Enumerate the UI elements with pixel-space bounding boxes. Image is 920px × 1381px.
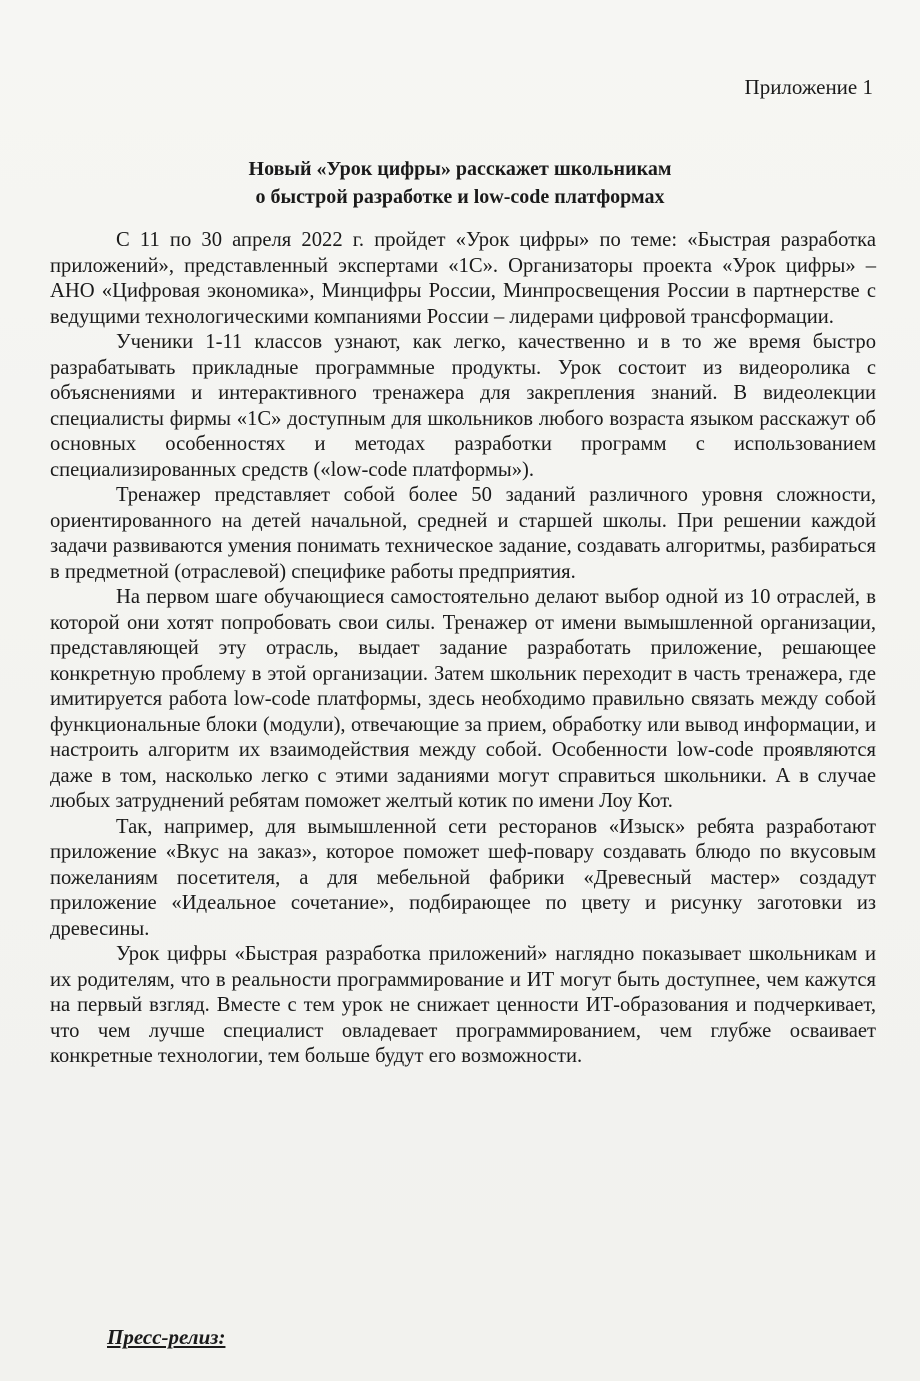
document-title [0,155,920,211]
paragraph: Так, например, для вымышленной сети ресторанов «Изыск» ребята разработают приложение «Вкус на заказ», которое поможет шеф-повару создавать блюдо по вкусовым пожеланиям посетителя, а для мебельной фабрики «Древесный мастер» создадут приложение «Идеальное сочетание», подбирающее по цвету и рисунку заготовки из древесины. [50,815,876,940]
appendix-label: Приложение 1 [744,75,873,99]
paragraph: Урок цифры «Быстрая разработка приложений» наглядно показывает школьникам и их родителям, что в реальности программирование и ИТ могут быть доступнее, чем кажутся на первый взгляд. Вместе с тем урок не снижает ценности ИТ-образования и подчеркивает, что чем лучше специалист овладевает программированием, чем глубже осваивает конкретные технологии, тем больше будут его возможности. [50,943,876,1067]
title-line-1: Новый «Урок цифры» расскажет школьникам [248,158,672,180]
paragraph: С 11 по 30 апреля 2022 г. пройдет «Урок цифры» по теме: «Быстрая разработка приложений», представленный экспертами «1С». Организаторы проекта «Урок цифры» – АНО «Цифровая экономика», Минцифры России, Минпросвещения России в партнерстве с ведущими технологическими компаниями России – лидерами цифровой трансформации. [50,229,876,328]
paragraph: Тренажер представляет собой более 50 заданий различного уровня сложности, ориентированного на детей начальной, средней и старшей школы. При решении каждой задачи развиваются умения понимать техническое задание, создавать алгоритмы, разбираться в предметной (отраслевой) специфике работы предприятия. [50,484,876,583]
press-release-heading: Пресс-релиз: [107,1325,226,1349]
body-text [50,228,876,1070]
paragraph: На первом шаге обучающиеся самостоятельно делают выбор одной из 10 отраслей, в которой они хотят попробовать свои силы. Тренажер от имени вымышленной организации, представляющей эту отрасль, выдает задание разработать приложение, решающее конкретную проблему в этой организации. Затем школьник переходит в часть тренажера, где имитируется работа low-code платформы, здесь необходимо правильно связать между собой функциональные блоки (модули), отвечающие за прием, обработку или вывод информации, и настроить алгоритм их взаимодействия между собой. Особенности low-code проявляются даже в том, насколько легко с этими заданиями могут справиться школьники. А в случае любых затруднений ребятам поможет желтый котик по имени Лоу Кот. [50,586,876,812]
paragraph: Ученики 1-11 классов узнают, как легко, качественно и в то же время быстро разрабатывать прикладные программные продукты. Урок состоит из видеоролика с объяснениями и интерактивного тренажера для закрепления знаний. В видеолекции специалисты фирмы «1С» доступным для школьников любого возраста языком расскажут об основных особенностях и методах разработки программ с использованием специализированных средств («low-code платформы»). [50,331,876,481]
title-line-2: о быстрой разработке и low-code платформах [255,186,665,208]
